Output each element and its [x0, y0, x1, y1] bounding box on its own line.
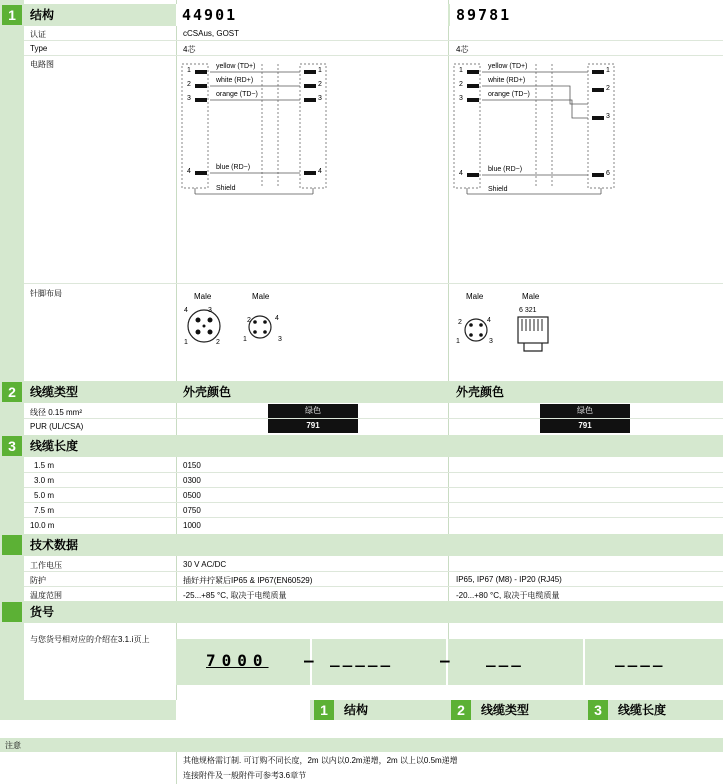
c1-pin-l4: 4 [187, 168, 191, 175]
c1-pin-r3: 3 [318, 95, 322, 102]
legend-3-number: 3 [588, 700, 608, 720]
p1-b-pin2: 2 [247, 317, 251, 324]
legend-2-label: 线缆类型 [481, 703, 530, 717]
c2-wire-3: orange (TD−) [488, 91, 530, 98]
notes-header [0, 738, 723, 752]
c2-pin-l3: 3 [459, 95, 463, 102]
c2-shield: Shield [488, 186, 508, 193]
len-5: 10.0 m [30, 521, 55, 530]
order-blank-cable: ___ [486, 648, 524, 667]
section-4-marker [2, 535, 22, 555]
legend-1-number: 1 [314, 700, 334, 720]
c1-wire-2: white (RD+) [216, 77, 254, 84]
p2-male-a: Male [466, 292, 484, 301]
section-5-marker [2, 602, 22, 622]
cable-code-1: 791 [268, 419, 358, 433]
c2-pin-r3: 3 [606, 113, 610, 120]
shell-color-header-1: 外壳颜色 [183, 385, 232, 399]
p2-rj-pins: 6 321 [519, 307, 537, 314]
cable-color-2: 绿色 [540, 404, 630, 418]
section-3-title: 线缆长度 [30, 439, 79, 453]
p1-male-a: Male [194, 292, 212, 301]
c1-shield: Shield [216, 185, 236, 192]
len-code-4: 0750 [183, 506, 201, 515]
c2-wire-4: blue (RD−) [488, 166, 523, 173]
len-1: 1.5 m [34, 461, 55, 470]
section-2-title: 线缆类型 [30, 385, 79, 399]
pinout-connectors-89781 [456, 305, 566, 365]
order-intro: 与您货号相对应的介绍在3.1.ⅰ页上 [30, 635, 150, 644]
p2-a-pin1: 1 [456, 338, 460, 345]
p1-b-pin1: 1 [243, 336, 247, 343]
c1-wire-4: blue (RD−) [216, 164, 251, 171]
section-3-header [0, 435, 723, 457]
c2-pin-r4: 6 [606, 170, 610, 177]
notes-title: 注意 [5, 741, 21, 750]
section-4-title: 技术数据 [30, 538, 79, 552]
c1-wire-3: orange (TD−) [216, 91, 258, 98]
c2-wire-1: yellow (TD+) [488, 63, 528, 70]
p1-a-pin3: 3 [208, 307, 212, 314]
p1-b-pin4: 4 [275, 315, 279, 322]
tech-temp-value-1: -25...+85 °C, 取决于电缆质量 [183, 591, 287, 600]
c2-pin-r2: 2 [606, 85, 610, 92]
p2-a-pin3: 3 [489, 338, 493, 345]
tech-protection-value-1: 插好并拧紧后IP65 & IP67(EN60529) [183, 576, 313, 585]
c1-pin-r1: 1 [318, 67, 322, 74]
tech-protection-value-2: IP65, IP67 (M8) - IP20 (RJ45) [456, 575, 562, 584]
c1-pin-r2: 2 [318, 81, 322, 88]
len-4: 7.5 m [34, 506, 55, 515]
order-dash-1: – [304, 651, 314, 670]
tech-voltage-label: 工作电压 [30, 561, 62, 570]
section-1-title: 结构 [30, 8, 55, 22]
p1-b-pin3: 3 [278, 336, 282, 343]
circuit-diagram-44901 [180, 60, 340, 200]
order-blank-length: ____ [615, 648, 666, 667]
len-3: 5.0 m [34, 491, 55, 500]
c2-pin-l1: 1 [459, 67, 463, 74]
tech-voltage-value: 30 V AC/DC [183, 560, 227, 569]
cert-label: 认证 [30, 30, 46, 39]
cable-color-1: 绿色 [268, 404, 358, 418]
order-prefix: 7000 [206, 651, 269, 670]
p2-a-pin2: 2 [458, 319, 462, 326]
cable-row-1-label: 线径 0.15 mm² [30, 408, 83, 417]
circuit-label: 电路图 [30, 60, 54, 69]
section-5-header [0, 601, 723, 623]
section-4-header [0, 534, 723, 556]
note-line-2: 连接附件及一般附件可参考3.6章节 [183, 771, 307, 780]
pinout-label: 针脚布局 [30, 289, 62, 298]
legend-3-label: 线缆长度 [618, 703, 667, 717]
len-2: 3.0 m [34, 476, 55, 485]
order-dash-2: – [440, 651, 450, 670]
p1-a-pin4: 4 [184, 307, 188, 314]
c2-pin-l2: 2 [459, 81, 463, 88]
c2-wire-2: white (RD+) [488, 77, 526, 84]
c2-pin-r1: 1 [606, 67, 610, 74]
type-label: Type [30, 44, 48, 53]
p1-a-pin2: 2 [216, 339, 220, 346]
legend-2-number: 2 [451, 700, 471, 720]
circuit-diagram-89781 [452, 60, 622, 200]
len-code-3: 0500 [183, 491, 201, 500]
type-value-2: 4芯 [456, 45, 469, 54]
c1-pin-l3: 3 [187, 95, 191, 102]
section-2-header [0, 381, 723, 403]
order-blank-construction: _____ [330, 648, 394, 667]
shell-color-header-2: 外壳颜色 [456, 385, 505, 399]
p1-a-pin1: 1 [184, 339, 188, 346]
c1-pin-r4: 4 [318, 168, 322, 175]
note-line-1: 其他规格需订制. 可订购不同长度，2m 以内以0.2m递增，2m 以上以0.5m递增 [183, 756, 458, 765]
c1-wire-1: yellow (TD+) [216, 63, 256, 70]
cable-row-2-label: PUR (UL/CSA) [30, 422, 84, 431]
pinout-connectors-44901 [184, 305, 294, 350]
section-1-number: 1 [2, 5, 22, 25]
len-code-2: 0300 [183, 476, 201, 485]
product-89781: 89781 [456, 6, 512, 24]
tech-temp-label: 温度范围 [30, 591, 62, 600]
section-2-number: 2 [2, 382, 22, 402]
c1-pin-l1: 1 [187, 67, 191, 74]
tech-protection-label: 防护 [30, 576, 46, 585]
c1-pin-l2: 2 [187, 81, 191, 88]
type-value-1: 4芯 [183, 45, 196, 54]
p2-a-pin4: 4 [487, 317, 491, 324]
cert-value-1: cCSAus, GOST [183, 29, 240, 38]
section-5-title: 货号 [30, 605, 55, 619]
c2-pin-l4: 4 [459, 170, 463, 177]
section-3-number: 3 [2, 436, 22, 456]
len-code-5: 1000 [183, 521, 201, 530]
product-44901: 44901 [182, 6, 238, 24]
p1-male-b: Male [252, 292, 270, 301]
p2-male-b: Male [522, 292, 540, 301]
cable-code-2: 791 [540, 419, 630, 433]
len-code-1: 0150 [183, 461, 201, 470]
tech-temp-value-2: -20...+80 °C, 取决于电缆质量 [456, 591, 560, 600]
legend-1-label: 结构 [344, 703, 369, 717]
